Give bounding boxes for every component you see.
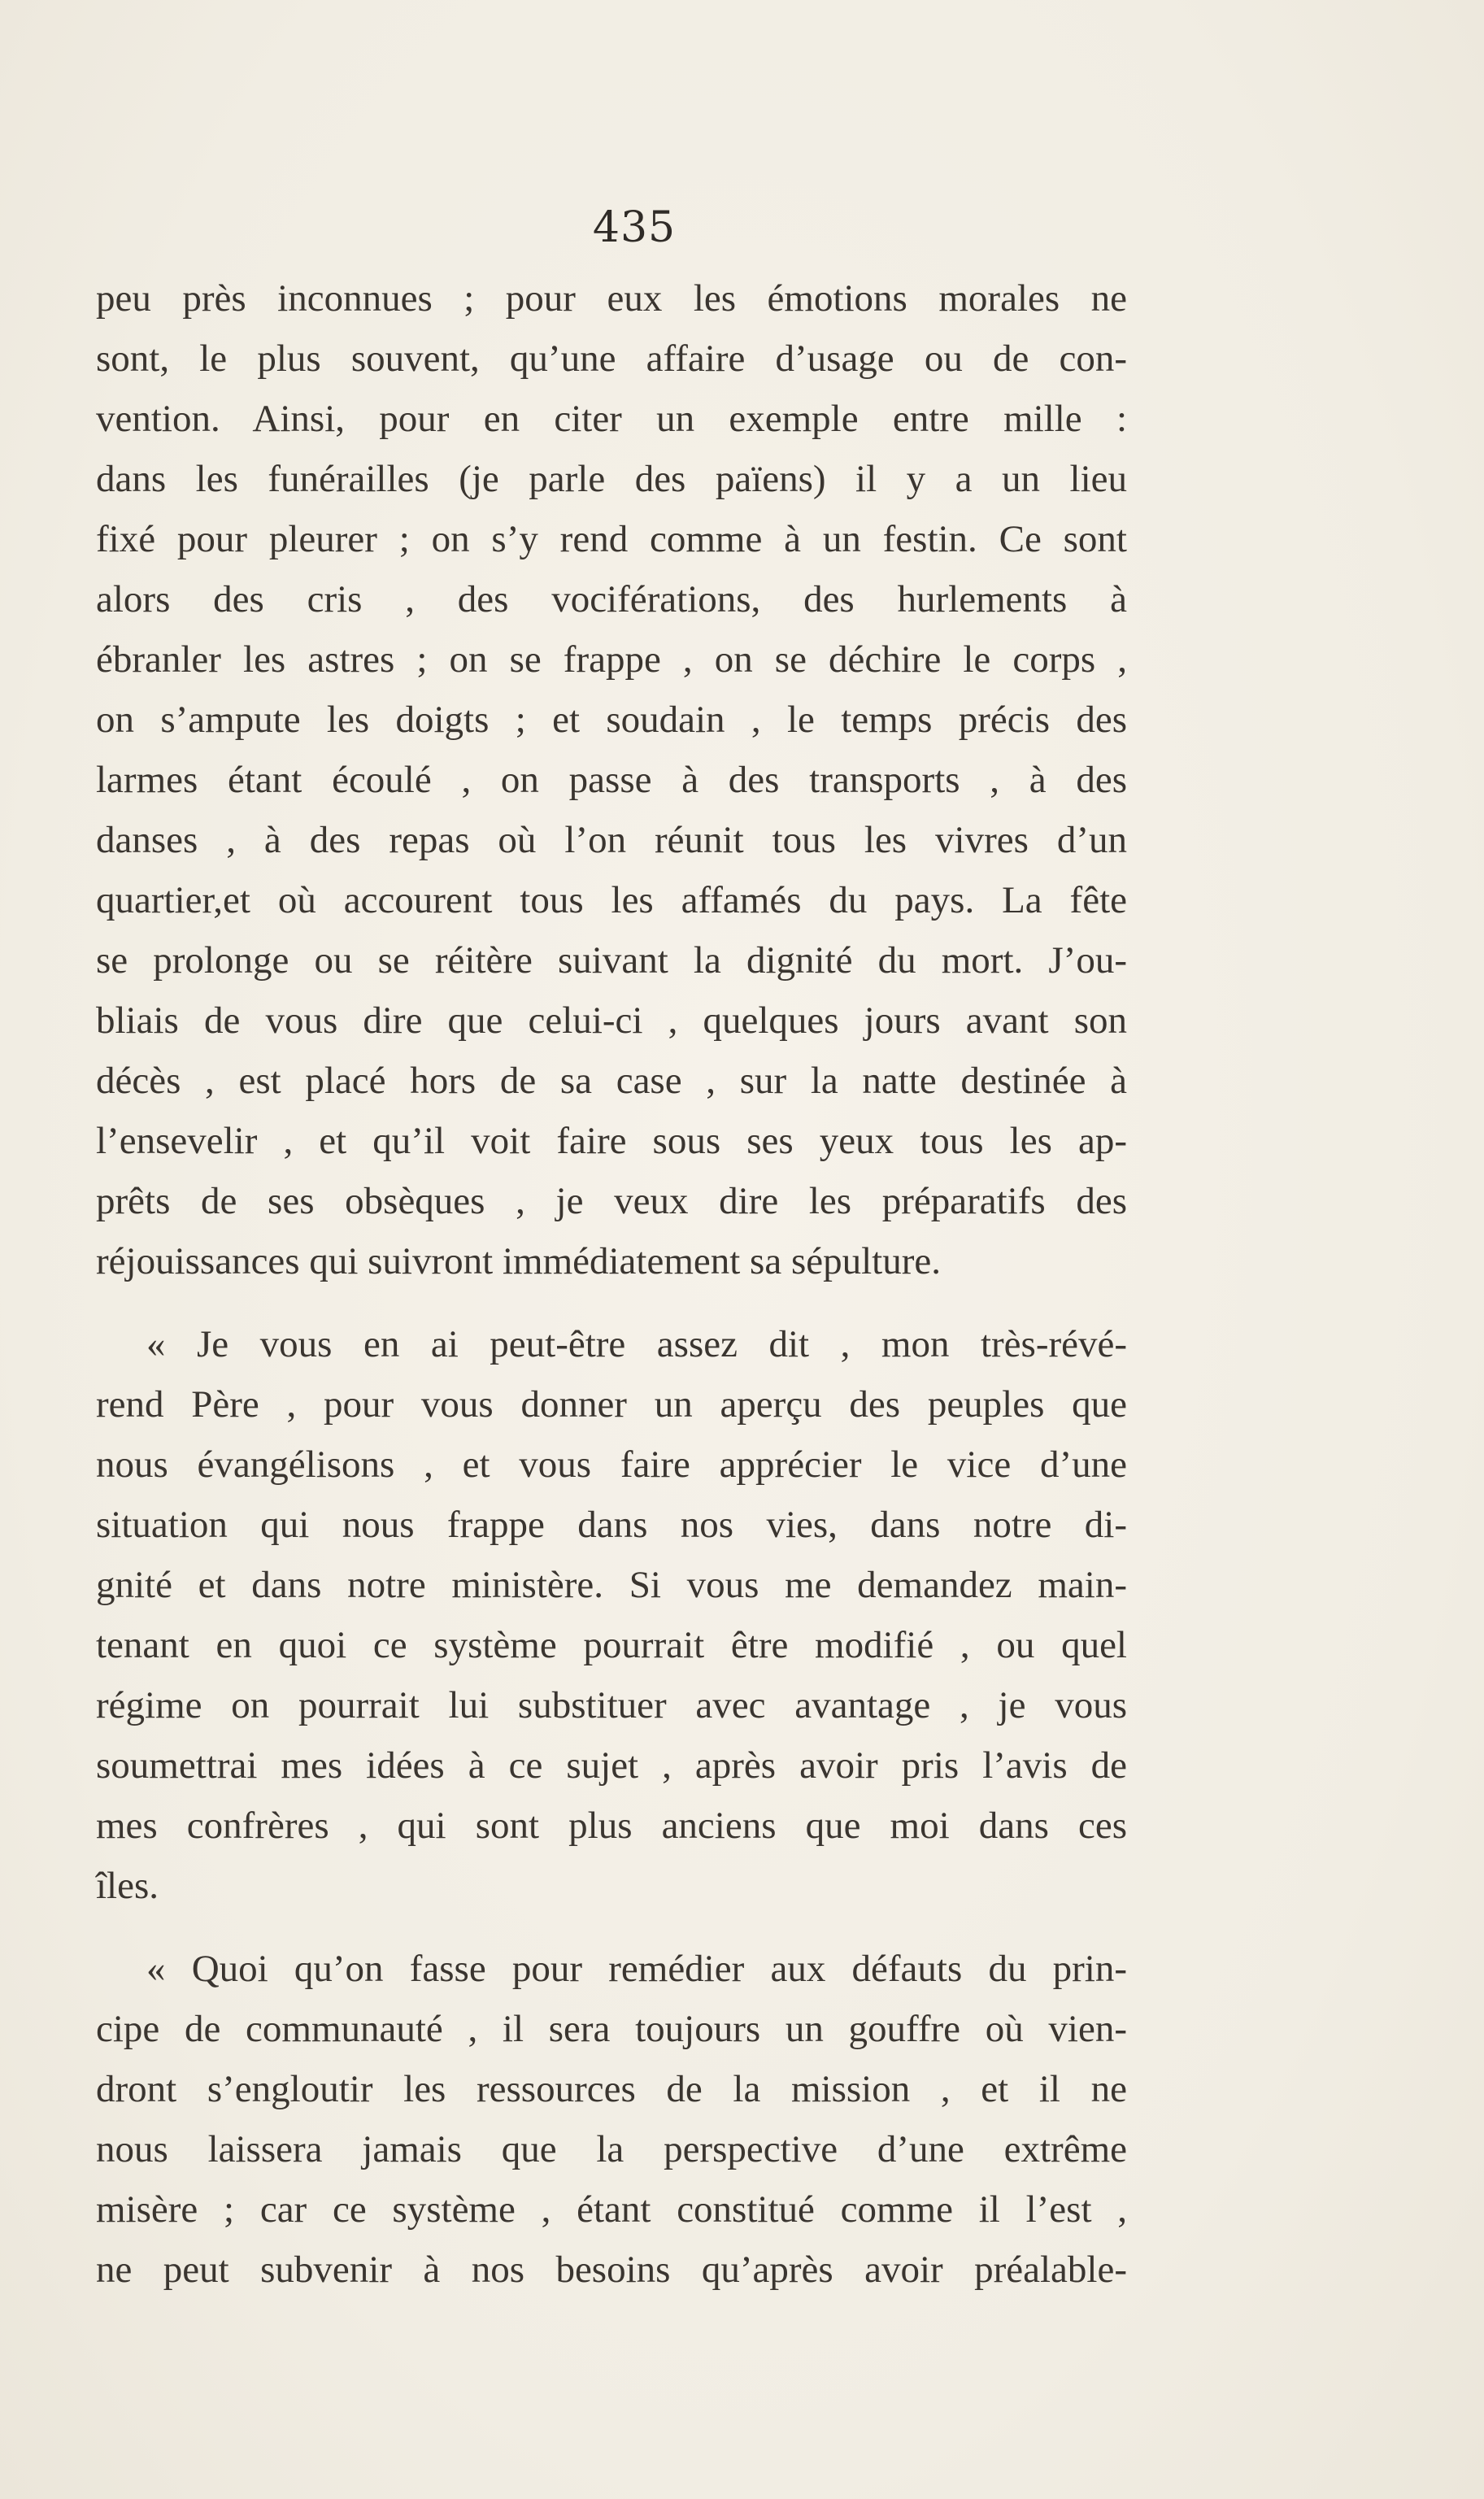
paragraph-3: [96, 1939, 1127, 2300]
text-line: danses , à des repas où l’on réunit tous les vivres d’un: [96, 819, 1127, 861]
text-line: nous évangélisons , et vous faire apprécier le vice d’une: [96, 1443, 1127, 1486]
text-line: fixé pour pleurer ; on s’y rend comme à un festin. Ce sont: [96, 518, 1127, 560]
text-line: « Je vous en ai peut-être assez dit , mon très-révé-: [146, 1323, 1127, 1365]
text-line: nous laissera jamais que la perspective d’une extrême: [96, 2128, 1127, 2170]
text-line: vention. Ainsi, pour en citer un exemple entre mille :: [96, 398, 1127, 440]
text-line: îles.: [96, 1865, 159, 1907]
text-line: situation qui nous frappe dans nos vies, dans notre di-: [96, 1504, 1127, 1546]
text-line: soumettrai mes idées à ce sujet , après avoir pris l’avis de: [96, 1744, 1127, 1787]
body-text: [96, 268, 1127, 2300]
text-line: rend Père , pour vous donner un aperçu des peuples que: [96, 1383, 1127, 1426]
text-line: décès , est placé hors de sa case , sur la natte destinée à: [96, 1060, 1127, 1102]
text-line: prêts de ses obsèques , je veux dire les préparatifs des: [96, 1180, 1127, 1222]
text-line: ne peut subvenir à nos besoins qu’après avoir préalable-: [96, 2249, 1127, 2291]
text-line: ébranler les astres ; on se frappe , on se déchire le corps ,: [96, 638, 1127, 681]
text-line: misère ; car ce système , étant constitué comme il l’est ,: [96, 2188, 1127, 2231]
paragraph-1: [96, 268, 1127, 1291]
text-line: gnité et dans notre ministère. Si vous me demandez main-: [96, 1564, 1127, 1606]
text-line: se prolonge ou se réitère suivant la dignité du mort. J’ou-: [96, 939, 1127, 982]
text-line: dront s’engloutir les ressources de la mission , et il ne: [96, 2068, 1127, 2110]
text-line: dans les funérailles (je parle des païens) il y a un lieu: [96, 458, 1127, 500]
text-line: régime on pourrait lui substituer avec avantage , je vous: [96, 1684, 1127, 1726]
text-line: sont, le plus souvent, qu’une affaire d’usage ou de con-: [96, 337, 1127, 380]
text-line: larmes étant écoulé , on passe à des transports , à des: [96, 759, 1127, 801]
text-line: bliais de vous dire que celui-ci , quelques jours avant son: [96, 999, 1127, 1042]
text-line: alors des cris , des vociférations, des hurlements à: [96, 578, 1127, 620]
paragraph-spacer: [96, 1291, 1127, 1314]
paragraph-spacer: [96, 1916, 1127, 1939]
page-number: 435: [592, 203, 677, 252]
text-line: l’ensevelir , et qu’il voit faire sous ses yeux tous les ap-: [96, 1120, 1127, 1162]
text-line: mes confrères , qui sont plus anciens que moi dans ces: [96, 1805, 1127, 1847]
text-line: peu près inconnues ; pour eux les émotions morales ne: [96, 277, 1127, 320]
text-line: on s’ampute les doigts ; et soudain , le temps précis des: [96, 699, 1127, 741]
text-line: réjouissances qui suivront immédiatement sa sépulture.: [96, 1240, 941, 1282]
text-line: « Quoi qu’on fasse pour remédier aux défauts du prin-: [146, 1948, 1127, 1990]
text-line: tenant en quoi ce système pourrait être modifié , ou quel: [96, 1624, 1127, 1666]
text-line: cipe de communauté , il sera toujours un gouffre où vien-: [96, 2008, 1127, 2050]
paragraph-2: [96, 1314, 1127, 1916]
text-line: quartier,et où accourent tous les affamés du pays. La fête: [96, 879, 1127, 921]
